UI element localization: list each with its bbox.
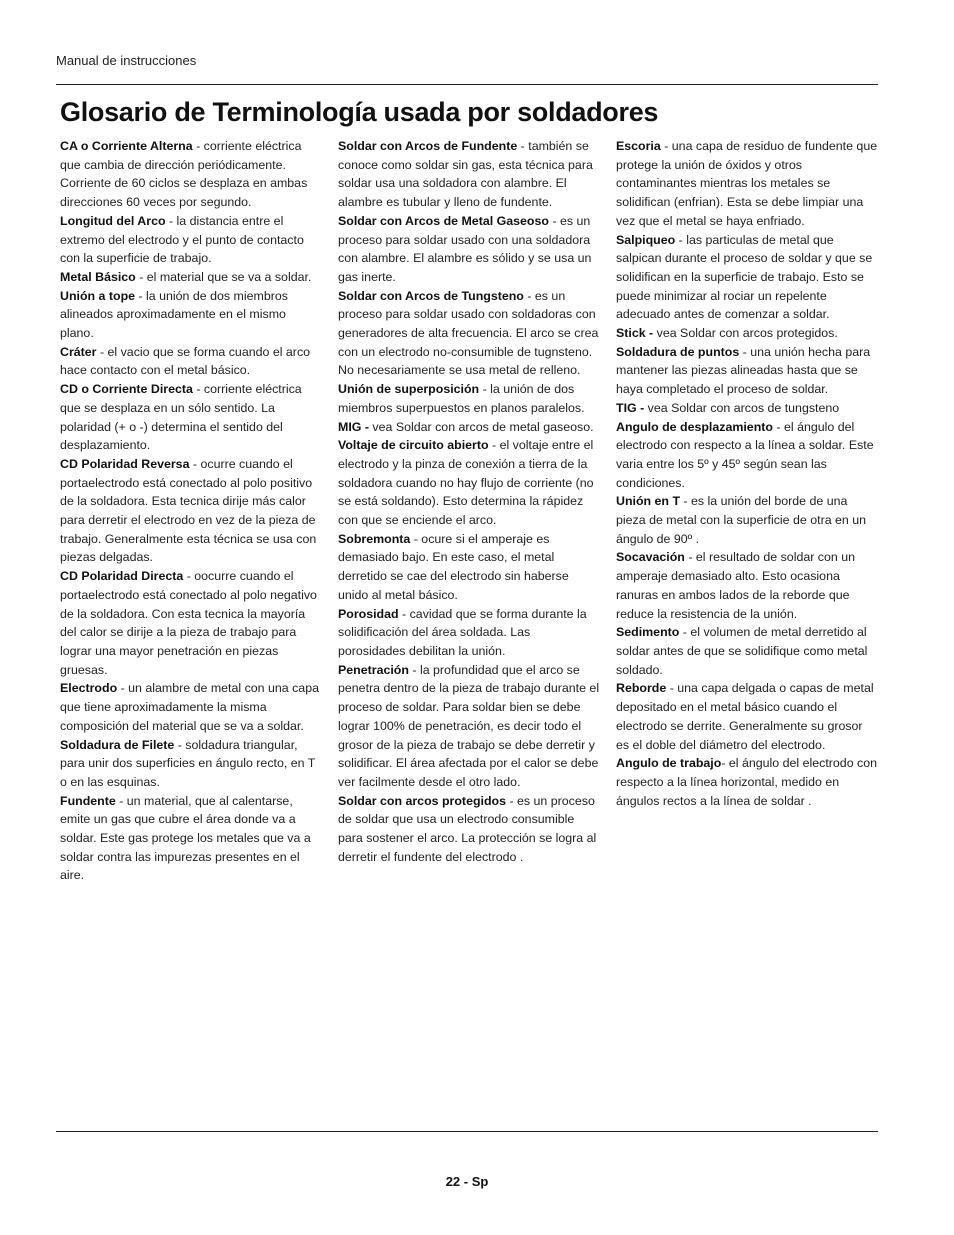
glossary-definition: - el ángulo del electrodo con respecto a la línea a soldar. Este varia entre los 5º y 45º según sean las condiciones. xyxy=(616,419,874,490)
glossary-entry xyxy=(616,679,878,754)
glossary-entry xyxy=(60,792,322,886)
glossary-column-1 xyxy=(60,137,322,885)
glossary-term: Porosidad xyxy=(338,606,399,621)
glossary-entry xyxy=(338,605,600,661)
glossary-term: Fundente xyxy=(60,793,116,808)
glossary-definition: - el voltaje entre el electrodo y la pinza de conexión a tierra de la soldadora cuando no hay flujo de corriente (no se está soldando). Esto determina la rápidez con que se enciende el arco. xyxy=(338,438,594,528)
glossary-definition: - la distancia entre el extremo del electrodo y el punto de contacto con la superficie de trabajo. xyxy=(60,213,304,266)
glossary-term: Penetración xyxy=(338,662,409,677)
glossary-definition: - es un proceso de soldar que usa un electrodo consumible para sostener el arco. La protección se logra al derretir el fundente del electrodo . xyxy=(338,793,597,864)
glossary-definition: - un material, que al calentarse, emite un gas que cubre el área donde va a soldar. Este gas protege los metales que va a soldar contra las impurezas presentes en el aire. xyxy=(60,793,311,883)
glossary-term: CD Polaridad Reversa xyxy=(60,456,190,471)
glossary-term: Angulo de trabajo xyxy=(616,756,722,771)
glossary-term: CA o Corriente Alterna xyxy=(60,139,193,153)
glossary-term: Longitud del Arco xyxy=(60,213,166,228)
glossary-entry xyxy=(60,380,322,455)
glossary-term: Soldadura de Filete xyxy=(60,737,175,752)
glossary-entry xyxy=(60,736,322,792)
glossary-column-3 xyxy=(616,137,878,810)
glossary-entry xyxy=(616,418,878,493)
glossary-term: Cráter xyxy=(60,344,97,359)
glossary-entry xyxy=(60,455,322,567)
glossary-definition: - ocure si el amperaje es demasiado bajo. En este caso, el metal derretido se cae del electrodo sin haberse unido al metal básico. xyxy=(338,531,569,602)
glossary-entry xyxy=(616,324,878,343)
glossary-entry xyxy=(616,343,878,399)
glossary-definition: - un alambre de metal con una capa que tiene aproximadamente la misma composición del material que se va a soldar. xyxy=(60,681,319,733)
glossary-term: Socavación xyxy=(616,550,685,565)
glossary-entry xyxy=(338,661,600,792)
glossary-column-2 xyxy=(338,137,600,866)
glossary-entry xyxy=(60,343,322,380)
glossary-entry xyxy=(616,548,878,623)
glossary-entry xyxy=(616,754,878,810)
glossary-term: TIG - xyxy=(616,400,645,415)
header-divider xyxy=(56,84,878,85)
glossary-term: Electrodo xyxy=(60,681,118,696)
glossary-definition: - también se conoce como soldar sin gas, esta técnica para soldar usa una soldadora con alambre. El alambre es tubular y lleno de fundente. xyxy=(338,139,593,210)
glossary-term: Voltaje de circuito abierto xyxy=(338,438,489,453)
glossary-term: Salpiqueo xyxy=(616,232,676,247)
glossary-entry xyxy=(338,287,600,381)
glossary-definition: - ocurre cuando el portaelectrodo está conectado al polo positivo de la soldadora. Esta tecnica dirije más calor para derretir el electrodo en vez de la pieza de trabajo. Generalmente esta técnica se usa con piezas delgadas. xyxy=(60,456,317,565)
glossary-entry xyxy=(616,137,878,231)
glossary-term: Reborde xyxy=(616,681,667,696)
glossary-definition: vea Soldar con arcos de metal gaseoso. xyxy=(368,419,594,434)
glossary-definition: - el material que se va a soldar. xyxy=(135,269,312,284)
glossary-definition: - la unión de dos miembros superpuestos en planos paralelos. xyxy=(338,382,585,415)
glossary-entry xyxy=(60,268,322,287)
glossary-entry xyxy=(60,287,322,343)
glossary-definition: - el volumen de metal derretido al soldar antes de que se solidifique como metal soldado. xyxy=(616,625,868,677)
glossary-entry xyxy=(338,792,600,867)
glossary-term: Soldar con arcos protegidos xyxy=(338,793,506,808)
glossary-definition: - el resultado de soldar con un amperaje demasiado alto. Esto ocasiona ranuras en ambos lados de la reborde que reduce la resistencia de la unión. xyxy=(616,550,856,621)
page-title: Glosario de Terminología usada por soldadores xyxy=(60,97,659,127)
glossary-term: Unión de superposición xyxy=(338,382,480,397)
glossary-term: Sobremonta xyxy=(338,531,411,546)
glossary-definition: - es un proceso para soldar usado con una soldadora con alambre. El alambre es sólido y se usa un gas inerte. xyxy=(338,213,592,284)
running-header: Manual de instrucciones xyxy=(56,53,197,68)
glossary-definition: - soldadura triangular, para unir dos superficies en ángulo recto, en T o en las esquinas. xyxy=(60,737,316,789)
glossary-entry xyxy=(338,418,600,437)
glossary-definition: - corriente eléctrica que cambia de dirección periódicamente. Corriente de 60 ciclos se desplaza en ambas direcciones 60 veces por segundo. xyxy=(60,139,308,210)
glossary-entry xyxy=(338,137,600,212)
glossary-entry xyxy=(616,399,878,418)
glossary-term: Soldar con Arcos de Tungsteno xyxy=(338,288,524,303)
glossary-entry xyxy=(616,231,878,325)
glossary-definition: - una capa delgada o capas de metal depositado en el metal básico cuando el electrodo se derrite. Generalmente su grosor es el doble del diámetro del electrodo. xyxy=(616,681,874,752)
glossary-entry xyxy=(60,212,322,268)
glossary-definition: - una capa de residuo de fundente que protege la unión de óxidos y otros contaminantes mientras los metales se solidifican (enfrian). Esta se debe limpiar una vez que el metal se haya enfriado. xyxy=(616,139,878,228)
glossary-definition: - una unión hecha para mantener las piezas alineadas hasta que se haya completado el proceso de soldar. xyxy=(616,344,871,397)
glossary-definition: - corriente eléctrica que se desplaza en un sólo sentido. La polaridad (+ o -) determina el sentido del desplazamiento. xyxy=(60,382,302,453)
footer-divider xyxy=(56,1131,878,1132)
glossary-term: Angulo de desplazamiento xyxy=(616,419,773,434)
glossary-definition: vea Soldar con arcos protegidos. xyxy=(653,326,838,341)
glossary-term: MIG - xyxy=(338,419,369,434)
glossary-definition: - la unión de dos miembros alineados aproximadamente en el mismo plano. xyxy=(60,288,288,341)
glossary-term: Unión a tope xyxy=(60,288,136,303)
glossary-entry xyxy=(60,567,322,679)
glossary-definition: - cavidad que se forma durante la solidificación del área soldada. Las porosidades debilitan la unión. xyxy=(338,606,587,658)
glossary-term: Escoria xyxy=(616,139,661,153)
glossary-term: Soldar con Arcos de Metal Gaseoso xyxy=(338,213,549,228)
glossary-entry xyxy=(616,492,878,548)
glossary-entry xyxy=(338,212,600,287)
glossary-term: Stick - xyxy=(616,326,654,341)
glossary-definition: - oocurre cuando el portaelectrodo está conectado al polo negativo de la soldadora. Con esta tecnica la mayoría del calor se dirije a la pieza de trabajo para lograr una mayor penetración en piezas gruesas. xyxy=(60,569,317,677)
glossary-entry xyxy=(338,436,600,530)
glossary-entry xyxy=(60,679,322,735)
glossary-definition: - la profundidad que el arco se penetra dentro de la pieza de trabajo durante el proceso de soldar. Para soldar bien se debe lograr 100% de penetración, es decir todo el grosor de la pieza de trabajo se debe derretir y solidificar. El área afectada por el calor se debe ver facilmente desde el otro lado. xyxy=(338,662,600,789)
glossary-term: Metal Básico xyxy=(60,269,136,284)
glossary-entry xyxy=(338,380,600,417)
page-number: 22 - Sp xyxy=(445,1174,489,1189)
glossary-definition: - las particulas de metal que salpican durante el proceso de soldar y que se solidifican en la superficie de trabajo. Esto se puede minimizar al rociar un repelente adecuado antes de comenzar a soldar. xyxy=(616,232,873,322)
glossary-entry xyxy=(60,137,322,212)
glossary-term: Unión en T xyxy=(616,494,681,509)
glossary-definition: - el vacio que se forma cuando el arco hace contacto con el metal básico. xyxy=(60,344,311,378)
glossary-term: Soldadura de puntos xyxy=(616,344,740,359)
glossary-entry xyxy=(338,530,600,605)
glossary-definition: - es la unión del borde de una pieza de metal con la superficie de otra en un ángulo de 90º . xyxy=(616,494,867,546)
glossary-definition: - es un proceso para soldar usado con soldadoras con generadores de alta frecuencia. El arco se crea con un electrodo no-consumible de tugnsteno. No necesariamente se usa metal de relleno. xyxy=(338,288,599,378)
glossary-term: CD o Corriente Directa xyxy=(60,382,193,397)
glossary-term: Soldar con Arcos de Fundente xyxy=(338,139,518,153)
glossary-definition: - el ángulo del electrodo con respecto a la línea horizontal, medido en ángulos rectos a la línea de soldar . xyxy=(616,756,878,808)
glossary-term: CD Polaridad Directa xyxy=(60,569,184,584)
glossary-entry xyxy=(616,623,878,679)
glossary-definition: vea Soldar con arcos de tungsteno xyxy=(644,400,840,415)
glossary-term: Sedimento xyxy=(616,625,680,640)
